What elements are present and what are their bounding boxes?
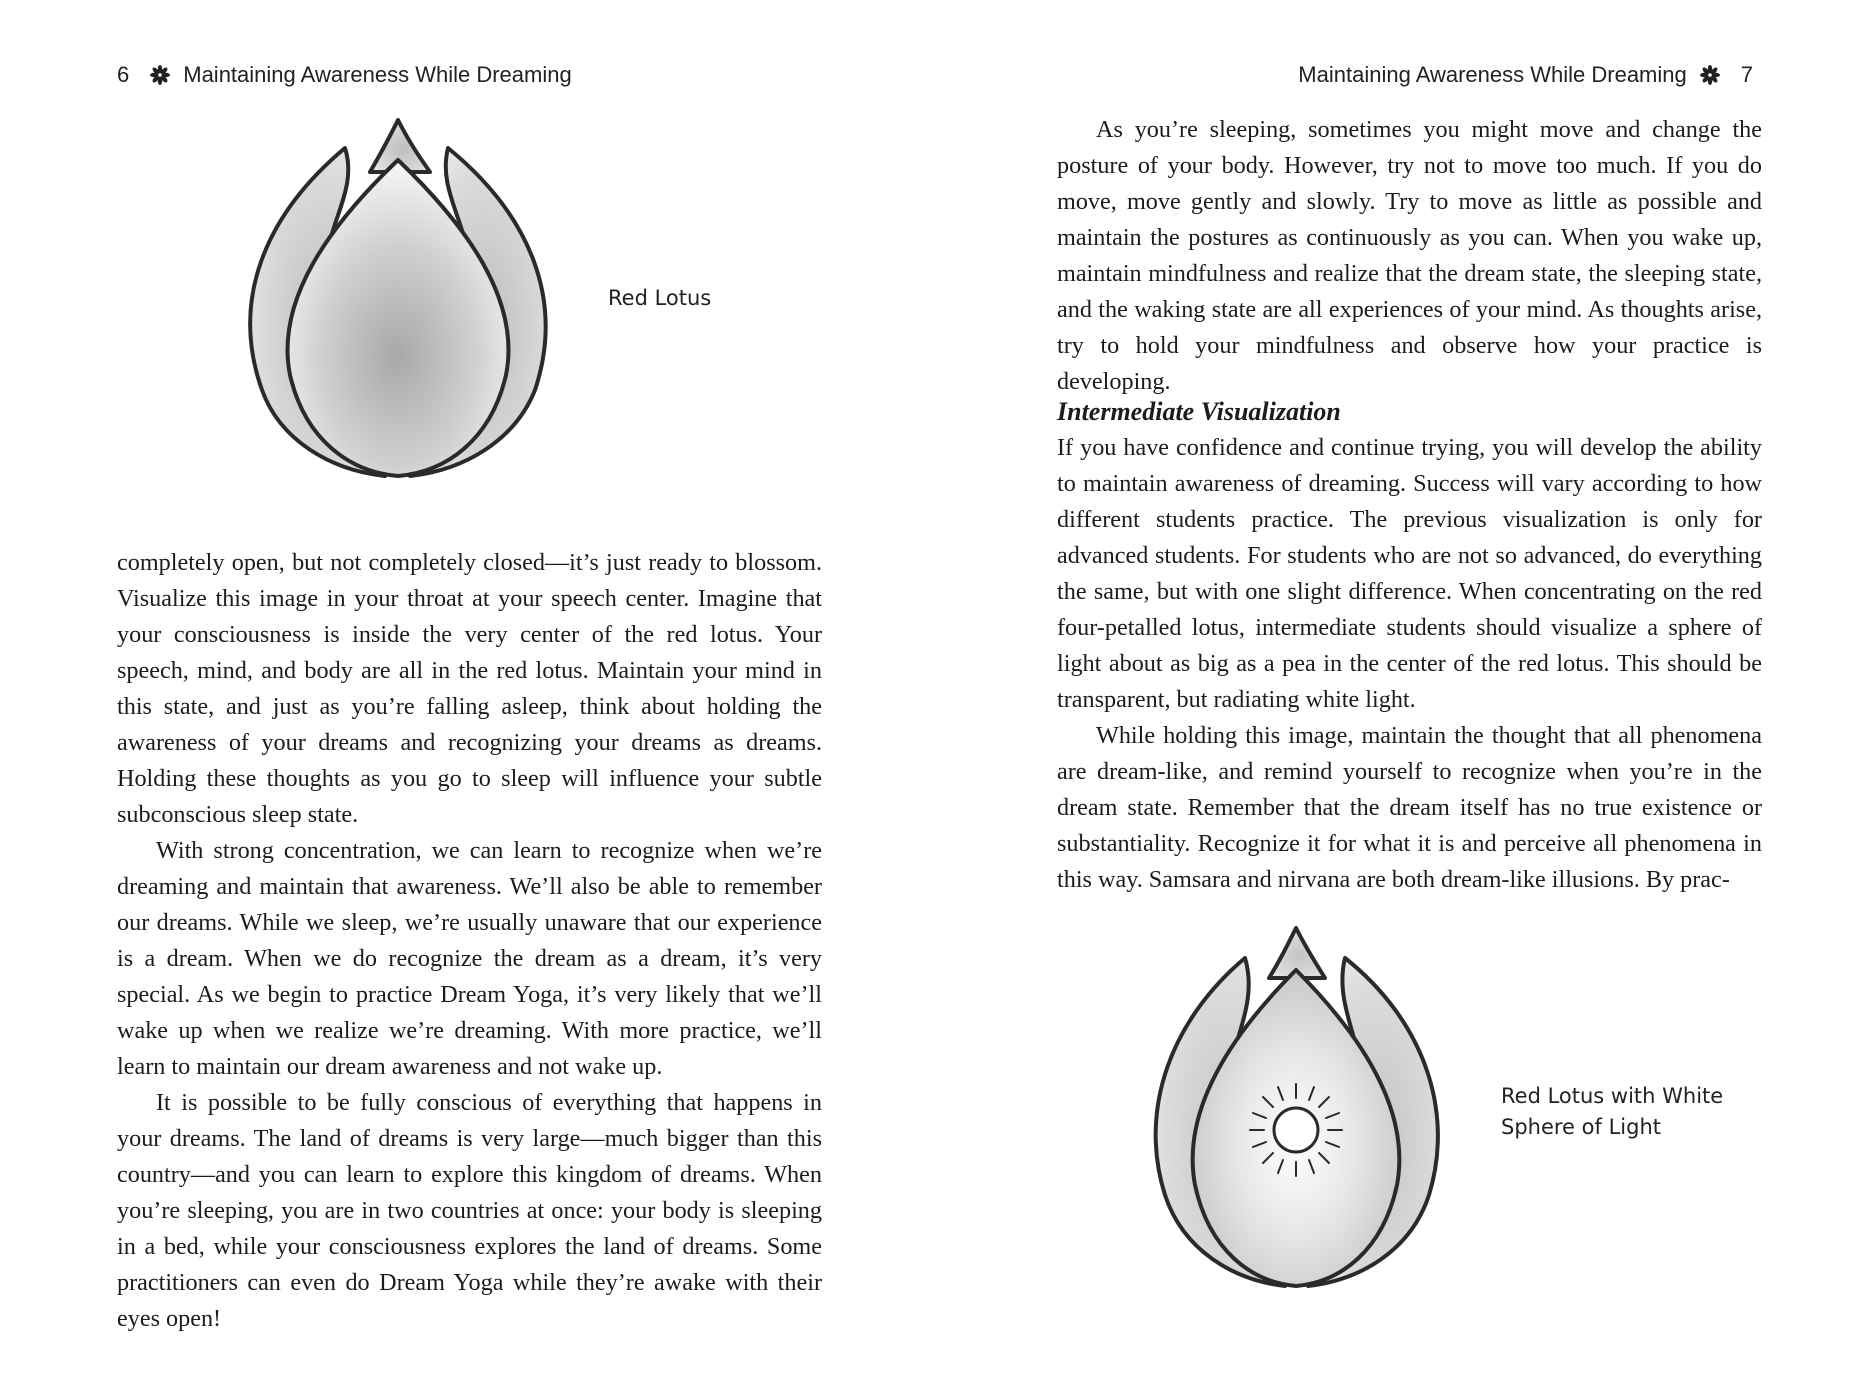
figure-caption: Red Lotus: [608, 286, 712, 310]
page-number: 7: [1740, 62, 1753, 87]
asterisk-flower-ornament-icon: [1699, 64, 1721, 86]
paragraph: If you have confidence and continue trying, you will develop the ability to maintain awareness of dreaming. Success will vary according to how different students practice. The previous visualization is only for advanced students. For students who are not so advanced, do everything the same, but with one slight difference. When concentrating on the red four-petalled lotus, intermediate students should visualize a sphere of light about as big as a pea in the center of the red lotus. This should be transparent, but radiating white light.: [1057, 434, 1762, 713]
left-body-text: [117, 545, 822, 1337]
paragraph: As you’re sleeping, sometimes you might move and change the posture of your body. However, try not to move too much. If you do move, move gently and slowly. Try to move as little as possible and maintain the postures as continuously as you can. When you wake up, maintain mindfulness and realize that the dream state, the sleeping state, and the waking state are all experiences of your mind. As thoughts arise, try to hold your mindfulness and observe how your practice is developing.: [1057, 116, 1762, 395]
asterisk-flower-ornament-icon: [149, 64, 171, 86]
paragraph: With strong concentration, we can learn to recognize when we’re dreaming and maintain that awareness. We’ll also be able to remember our dreams. While we sleep, we’re usually unaware that our experience is a dream. When we do recognize the dream as a dream, it’s very special. As we begin to practice Dream Yoga, it’s very likely that we’ll wake up when we realize we’re dreaming. With more practice, we’ll learn to maintain our dream awareness and not wake up.: [117, 837, 822, 1080]
figure-caption-line: Red Lotus with White: [1501, 1084, 1724, 1108]
page-number: 6: [117, 62, 130, 87]
right-opening-text: [1057, 112, 1762, 400]
left-running-head: [117, 62, 572, 88]
figure-caption-line: Sphere of Light: [1501, 1115, 1661, 1139]
right-body-text: [1057, 430, 1762, 898]
paragraph: While holding this image, maintain the thought that all phenomena are dream-like, and remind yourself to recognize when you’re in the dream state. Remember that the dream itself has no true existence or substantiality. Recognize it for what it is and perceive all phenomena in this way. Samsara and nirvana are both dream-like illusions. By prac-: [1057, 722, 1762, 893]
running-head-title: Maintaining Awareness While Dreaming: [1298, 62, 1687, 87]
running-head-title: Maintaining Awareness While Dreaming: [183, 62, 572, 87]
red-lotus-illustration: [230, 112, 570, 487]
paragraph: completely open, but not completely closed—it’s just ready to blossom. Visualize this image in your throat at your speech center. Imagine that your consciousness is inside the very center of the red lotus. Your speech, mind, and body are all in the red lotus. Maintain your mind in this state, and just as you’re falling asleep, think about holding the awareness of your dreams and recognizing your dreams as dreams. Holding these thoughts as you go to sleep will influence your subtle subconscious sleep state.: [117, 549, 822, 828]
right-page: [933, 0, 1866, 1400]
lotus-with-sphere-illustration: [1133, 920, 1463, 1300]
right-running-head: [1298, 62, 1753, 88]
figure-caption: [1501, 1081, 1723, 1143]
paragraph: It is possible to be fully conscious of everything that happens in your dreams. The land of dreams is very large—much bigger than this country—and you can learn to explore this kingdom of dreams. When you’re sleeping, you are in two countries at once: your body is sleeping in a bed, while your consciousness explores the land of dreams. Some practitioners can even do Dream Yoga while they’re awake with their eyes open!: [117, 1089, 822, 1332]
section-heading: Intermediate Visualization: [1057, 397, 1341, 426]
sphere-of-light: [1250, 1084, 1342, 1176]
